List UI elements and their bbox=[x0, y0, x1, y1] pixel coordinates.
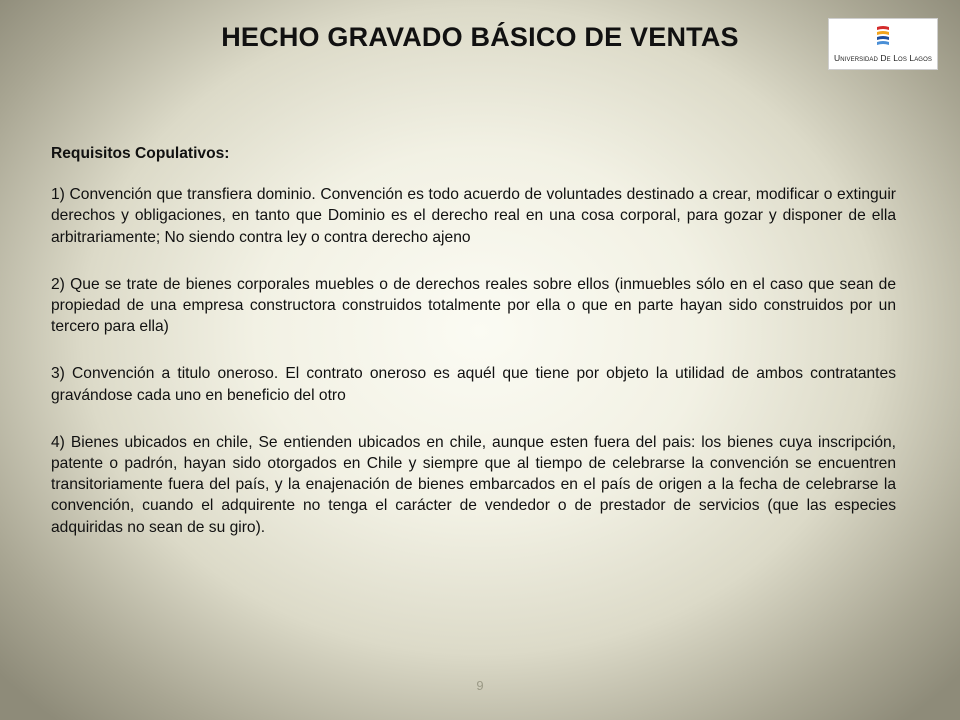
requirement-item-3: 3) Convención a titulo oneroso. El contrato oneroso es aquél que tiene por objeto la utilidad de ambos contratantes gravándose cada uno en beneficio del otro bbox=[51, 365, 896, 404]
requirement-item-1: 1) Convención que transfiera dominio. Convención es todo acuerdo de voluntades destinado a crear, modificar o extinguir derechos y obligaciones, en tanto que Dominio es el derecho real en una cosa corporal, para gozar y disponer de ella arbitrariamente; No siendo contra ley o contra derecho ajeno bbox=[51, 186, 896, 246]
slide-body bbox=[51, 143, 896, 564]
requirement-item-4: 4) Bienes ubicados en chile, Se entienden ubicados en chile, aunque esten fuera del pais: los bienes cuya inscripción, patente o padrón, hayan sido otorgados en Chile y siempre que al tiempo de celebrarse la convención se encuentren transitoriamente fuera del país, y la enajenación de bienes embarcados en el país de origen a la fecha de celebrarse la convención, cuando el adquirente no tenga el carácter de vendedor o de prestador de servicios (que las especies adquiridas no sean de su giro). bbox=[51, 433, 896, 536]
requirements-heading: Requisitos Copulativos: bbox=[51, 145, 230, 162]
requirement-item-2: 2) Que se trate de bienes corporales muebles o de derechos reales sobre ellos (inmuebles sólo en el caso que sean de propiedad de una empresa constructora construidos totalmente por ella o que en parte hayan sido construidos por un tercero para ella) bbox=[51, 275, 896, 336]
university-logo bbox=[828, 18, 938, 70]
university-logo-stripes-icon bbox=[875, 25, 891, 49]
page-number: 9 bbox=[476, 678, 484, 693]
logo-text: Universidad De Los Lagos bbox=[834, 53, 932, 63]
slide-title: HECHO GRAVADO BÁSICO DE VENTAS bbox=[221, 22, 739, 52]
